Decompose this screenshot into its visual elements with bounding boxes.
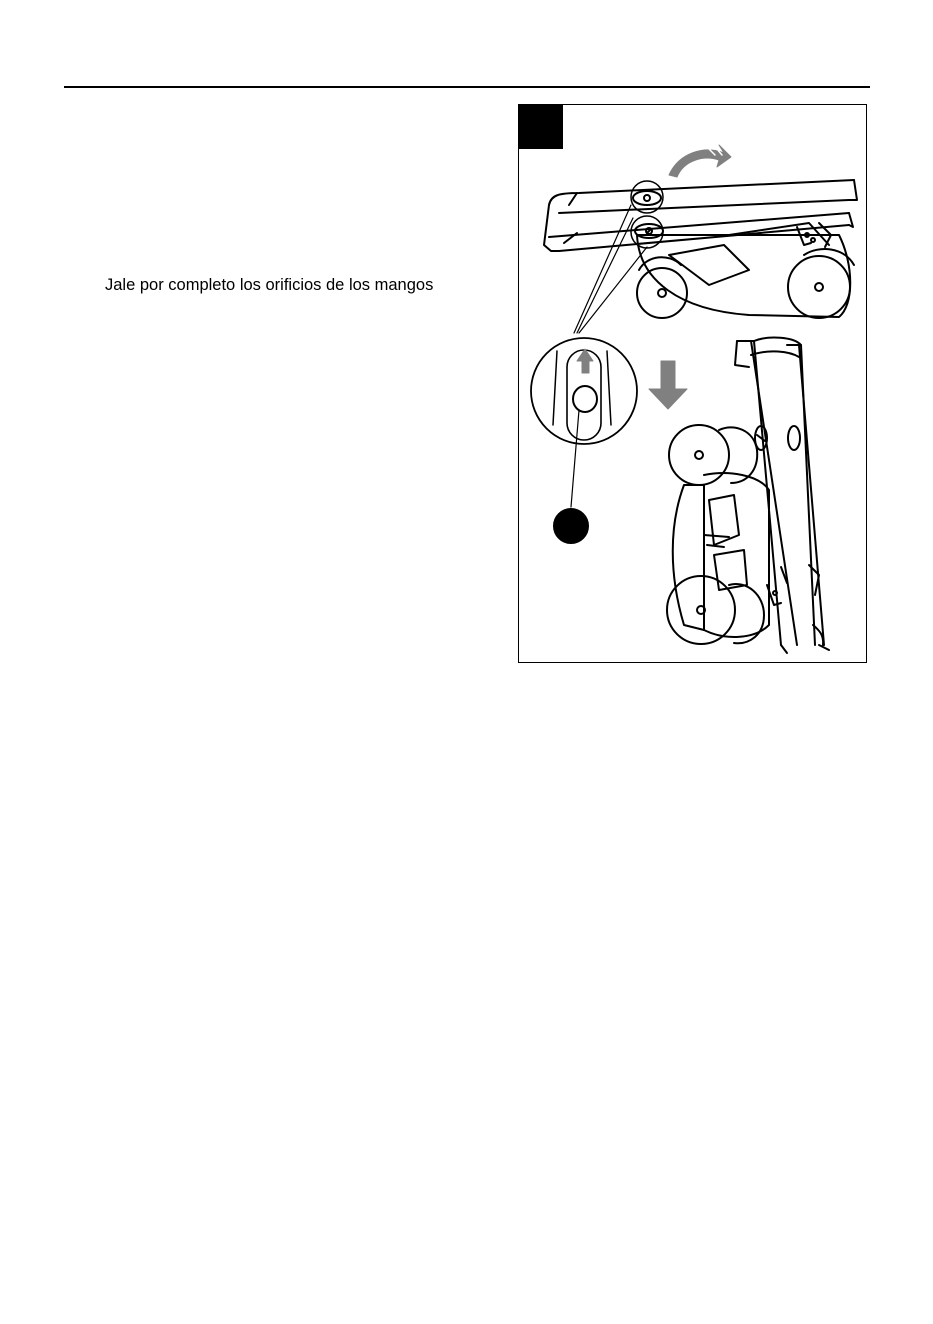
fold-arrow-icon — [669, 145, 731, 177]
mower-top-view — [544, 180, 857, 318]
down-arrow-icon — [649, 361, 687, 409]
mower-folded-view — [667, 338, 829, 653]
wheel-folded-top — [669, 425, 729, 485]
up-arrow-icon — [577, 349, 593, 373]
instruction-text: Jale por completo los orificios de los mangos — [105, 276, 434, 294]
assembly-figure — [518, 104, 867, 663]
wheel-front-left — [637, 268, 687, 318]
magnified-detail — [531, 338, 637, 507]
mower-illustration — [519, 105, 866, 662]
wheel-folded-bottom — [667, 576, 735, 644]
wheel-rear-right — [788, 256, 850, 318]
callout-marker-icon — [554, 509, 588, 543]
header-rule — [64, 86, 870, 88]
